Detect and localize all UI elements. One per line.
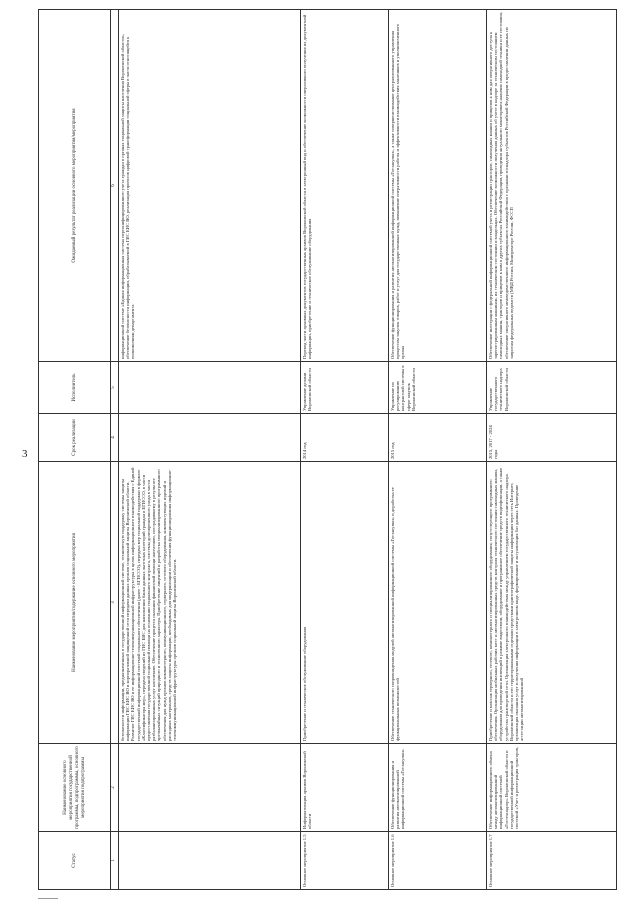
cell-result: Перевод части архивных документов государственных архивов Воронежской области в электронный вид и обеспечение возможности оперативного получения их документной информации, приобретение и техническое обслуживание оборудования <box>301 10 389 362</box>
footer-rule <box>38 898 58 899</box>
cell-status: Основное мероприятие 1.7 <box>487 832 617 890</box>
cell-result: Обеспечение функционирования и развития автоматизированной информационной системы «Госзакупки», а также совершенствование централизованного управления процессом закупок товаров, работ и услуг для государственных нужд, повышение оперативности работы и эффективности взаимодействия заказчиков и уполномоченного органа <box>389 10 487 362</box>
cell-executor: Управление по регулированию контрактной системы в сфере закупок Воронежской области <box>389 362 487 414</box>
cell-name: Обеспечение функционирования и развития автоматизированной информационной системы «Госзакупки» <box>389 744 487 832</box>
cell-name: Информатизация архивов Воронежской области <box>301 744 389 832</box>
cell-executor <box>119 362 301 414</box>
col-number: 4 <box>111 414 119 462</box>
cell-name: Обеспечение информационного обмена между автоматизированной информационной системой «Гостехнадзор» Воронежской области и государственной информационной системой «Учет и регистрация тракторов, <box>487 744 617 832</box>
cell-executor: Управление государственного технического надзора Воронежской области <box>487 362 617 414</box>
header-executor: Исполнитель <box>39 362 111 414</box>
cell-term: 2015 год <box>389 414 487 462</box>
col-number: 2 <box>111 744 119 832</box>
cell-result: информационной системе «Единая информационная система персонифицированного учета граждан в органах социальной защиты населения Воронежской области», обеспечение безопасности информации, обрабатываемой в ГИС ЕИС ВО, реализация проектов цифровой трансформации социальной сферы в части относящейся к полномочиям департамента <box>119 10 301 362</box>
table-row <box>119 10 301 890</box>
col-number: 5 <box>111 362 119 414</box>
rotated-page <box>38 10 638 890</box>
column-number-row <box>111 10 119 890</box>
col-number: 6 <box>111 10 119 362</box>
header-result: Ожидаемый результат реализации основного мероприятия/мероприятия <box>39 10 111 362</box>
cell-content: безопасности информации, предназначенных в государственной информационной системе, техническую поддержку системы защиты информации ГИС ЕИС ВО и корпоративной защищенной сети передачи данных органов социальной защиты Воронежской области. Развитие ГИС ЕИС ВО и ее информационно-телекоммуникационной инфраструктуры в целях информационного взаимодействия с Единой государственной информационной системой социального обеспечения (далее - ЕГИССО), передача мер социальной поддержки в формате «Классификатора мер», передача сведений из ГИС ЕИС для наполнения банка данных льготных категорий граждан в ЕГИССО, в части предоставления государственной социальной помощи на основании социального контракта, системы долговременного ухода в части разбалансированных услуг населению. Обеспечение процесса оказания финансовой помощи населению, пострадавшему в результате чрезвычайных ситуаций природного и техногенного характера. Приобретение лицензий и разработка специализированного программного обеспечения для нужд органов компьютерного, коммуникационного, серверного, сетевого оборудования, комплектующих изделий и расходных материалов, средств защиты информации, необходимых для модернизации и обеспечения функционирования информационно-телекоммуникационной инфраструктуры органов социальной защиты Воронежской области. <box>119 462 301 744</box>
table-row <box>487 10 617 890</box>
table-row <box>301 10 389 890</box>
cell-result: Обеспечение интеграции с федеральной информационной системой учета и регистрации тракторов, самоходных машин и прицепов к ним для оперативного доступа к зарегистрированным машинам, их техническом состоянии и владельцах. Обеспечение возможности получения данных об учете в надзоре за техническим состоянием самоходных машин, тракторов и прицепов к ним в других субъектах Российской Федерации, проведения актуального мониторинга наличия самоходной техники и ее состояния, обеспечение оперативного межведомственного информационного взаимодействия с органами госнадзора субъектов Российской Федерации в предоставлении данных по запросам федеральных ведомств (МВД России, Минпромторг России, ФССП <box>487 10 617 362</box>
cell-status: Основное мероприятие 1.6 <box>389 832 487 890</box>
cell-executor: Управление делами Воронежской области <box>301 362 389 414</box>
page-number: 3 <box>22 448 28 460</box>
cell-term <box>119 414 301 462</box>
cell-content: Обеспечение технического сопровождения модулей автоматизированной информационной системы «Госзакупки» и доработка ее функциональных возможностей <box>389 462 487 744</box>
col-number: 3 <box>111 462 119 744</box>
table-row <box>389 10 487 890</box>
cell-name <box>119 744 301 832</box>
cell-status: Основное мероприятие 1.5 <box>301 832 389 890</box>
col-number: 1 <box>111 832 119 890</box>
header-term: Срок реализации <box>39 414 111 462</box>
program-table <box>38 9 617 890</box>
cell-term: 2015, 2017 - 2024 годы <box>487 414 617 462</box>
cell-status <box>119 832 301 890</box>
header-status: Статус <box>39 832 111 890</box>
cell-content: Приобретение и техническое обслуживание оборудования <box>301 462 389 744</box>
cell-term: 2014 год <box>301 414 389 462</box>
cell-content: Приобретение и монтаж серверного, сетевого, компьютерного и специализированного оборудования, сопутствующего программного обеспечения. Организация мобильных рабочих мест и автоматизированных средств контроля технического состояния самоходных машин, оборудования для проведения инспекций в режиме видеосвязи, оборудование и программное обеспечение средств видеофиксации, а также устройства транспортной сети. Организация электронного взаимодействия между управлением государственного технического надзора Воронежской области и его территориальными отделами средствами криптографической защиты информации через сеть Интернет, организация оказания услуг и получения информации в электронном виде, формирование и актуализация баз данных. Проведение аттестации автоматизированной <box>487 462 617 744</box>
header-row <box>39 10 111 890</box>
header-content: Наименование мероприятия/содержание основного мероприятия <box>39 462 111 744</box>
header-name: Наименование основного мероприятия государственной программы, подпрограммы, основного мероприятия подпрограммы <box>39 744 111 832</box>
